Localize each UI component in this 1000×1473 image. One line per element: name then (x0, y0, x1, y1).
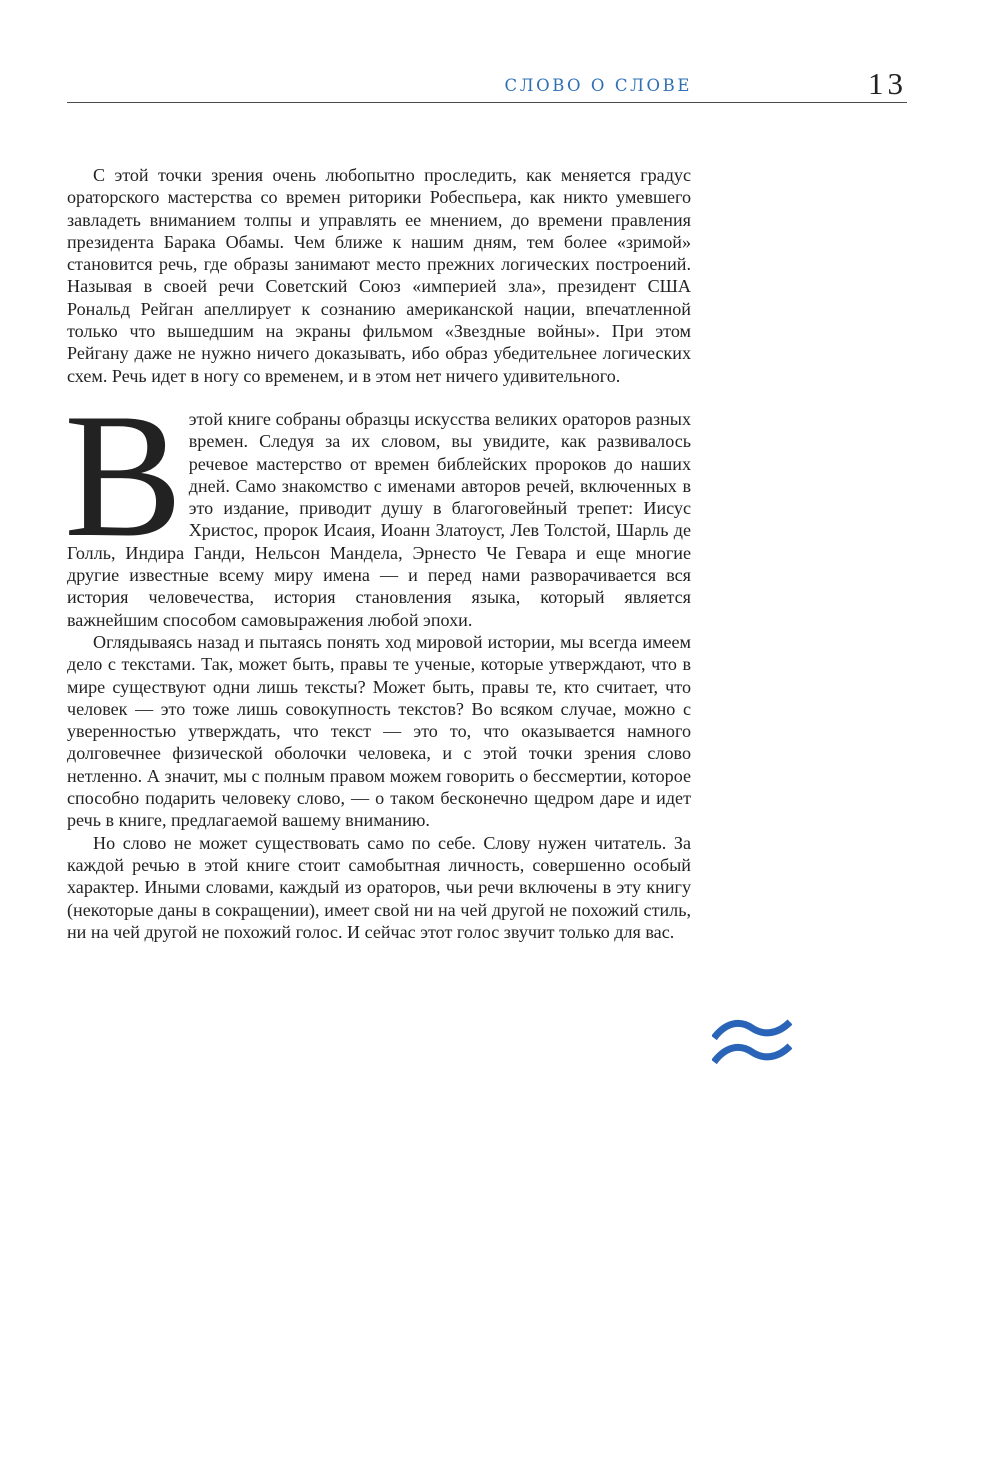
ornament-wave-bottom (714, 1046, 790, 1062)
ornament-wave-top (714, 1022, 790, 1038)
paragraph-3: Оглядываясь назад и пытаясь понять ход мировой истории, мы всегда имеем дело с текстами. Так, может быть, правы те ученые, которые утверждают, что в мире существуют одни лишь тексты? Может быть, правы те, кто считает, что человек — это тоже лишь совокупность текстов? Во всяком случае, можно с уверенностью утверждать, что текст — это то, что оказывается намного долговечнее физической оболочки человека, и с этой точки зрения слово нетленно. А значит, мы с полным правом можем говорить о бессмертии, которое способно подарить человеку слово, — о таком бесконечно щедром даре и идет речь в книге, предлагаемой вашему вниманию. (67, 631, 691, 831)
paragraph-2 (64, 375, 691, 631)
drop-cap-letter: В (64, 375, 183, 574)
body-text (64, 164, 691, 943)
running-header (67, 60, 907, 103)
paragraph-2-text: этой книге собраны образцы искусства великих ораторов разных времен. Следуя за их словом, вы увидите, как развивалось речевое мастерство от времен библейских пророков до наших дней. Само знакомство с именами авторов речей, включенных в это издание, приводит душу в благоговейный трепет: Иисус Христос, пророк Исаия, Иоанн Златоуст, Лев Толстой, Шарль де Голль, Индира Ганди, Нельсон Мандела, Эрнесто Че Гевара и еще многие другие известные всему миру имена — и перед нами разворачивается вся история человечества, история становления языка, который является важнейшим способом самовыражения любой эпохи. (67, 408, 691, 630)
running-title: СЛОВО О СЛОВЕ (504, 76, 692, 95)
page-number: 13 (868, 66, 907, 101)
paragraph-4: Но слово не может существовать само по себе. Слову нужен читатель. За каждой речью в этой книге стоит самобытная личность, совершенно особый характер. Иными словами, каждый из ораторов, чьи речи включены в эту книгу (некоторые даны в сокращении), имеет свой ни на чей другой не похожий стиль, ни на чей другой не похожий голос. И сейчас этот голос звучит только для вас. (67, 832, 691, 942)
paragraph-1: С этой точки зрения очень любопытно проследить, как меняется градус ораторского мастерства со времен риторики Робеспьера, как никто умевшего завладеть вниманием толпы и управлять ее мнением, до времени правления президента Барака Обамы. Чем ближе к нашим дням, тем более «зримой» становится речь, где образы занимают место прежних логических построений. Называя в своей речи Советский Союз «империей зла», президент США Рональд Рейган апеллирует к сознанию американской нации, впечатленной только что вышедшим на экраны фильмом «Звездные войны». При этом Рейгану даже не нужно ничего доказывать, ибо образ убедительнее логических схем. Речь идет в ногу со временем, и в этом нет ничего удивительного. (67, 165, 691, 386)
double-wave-ornament-icon (712, 1018, 792, 1066)
